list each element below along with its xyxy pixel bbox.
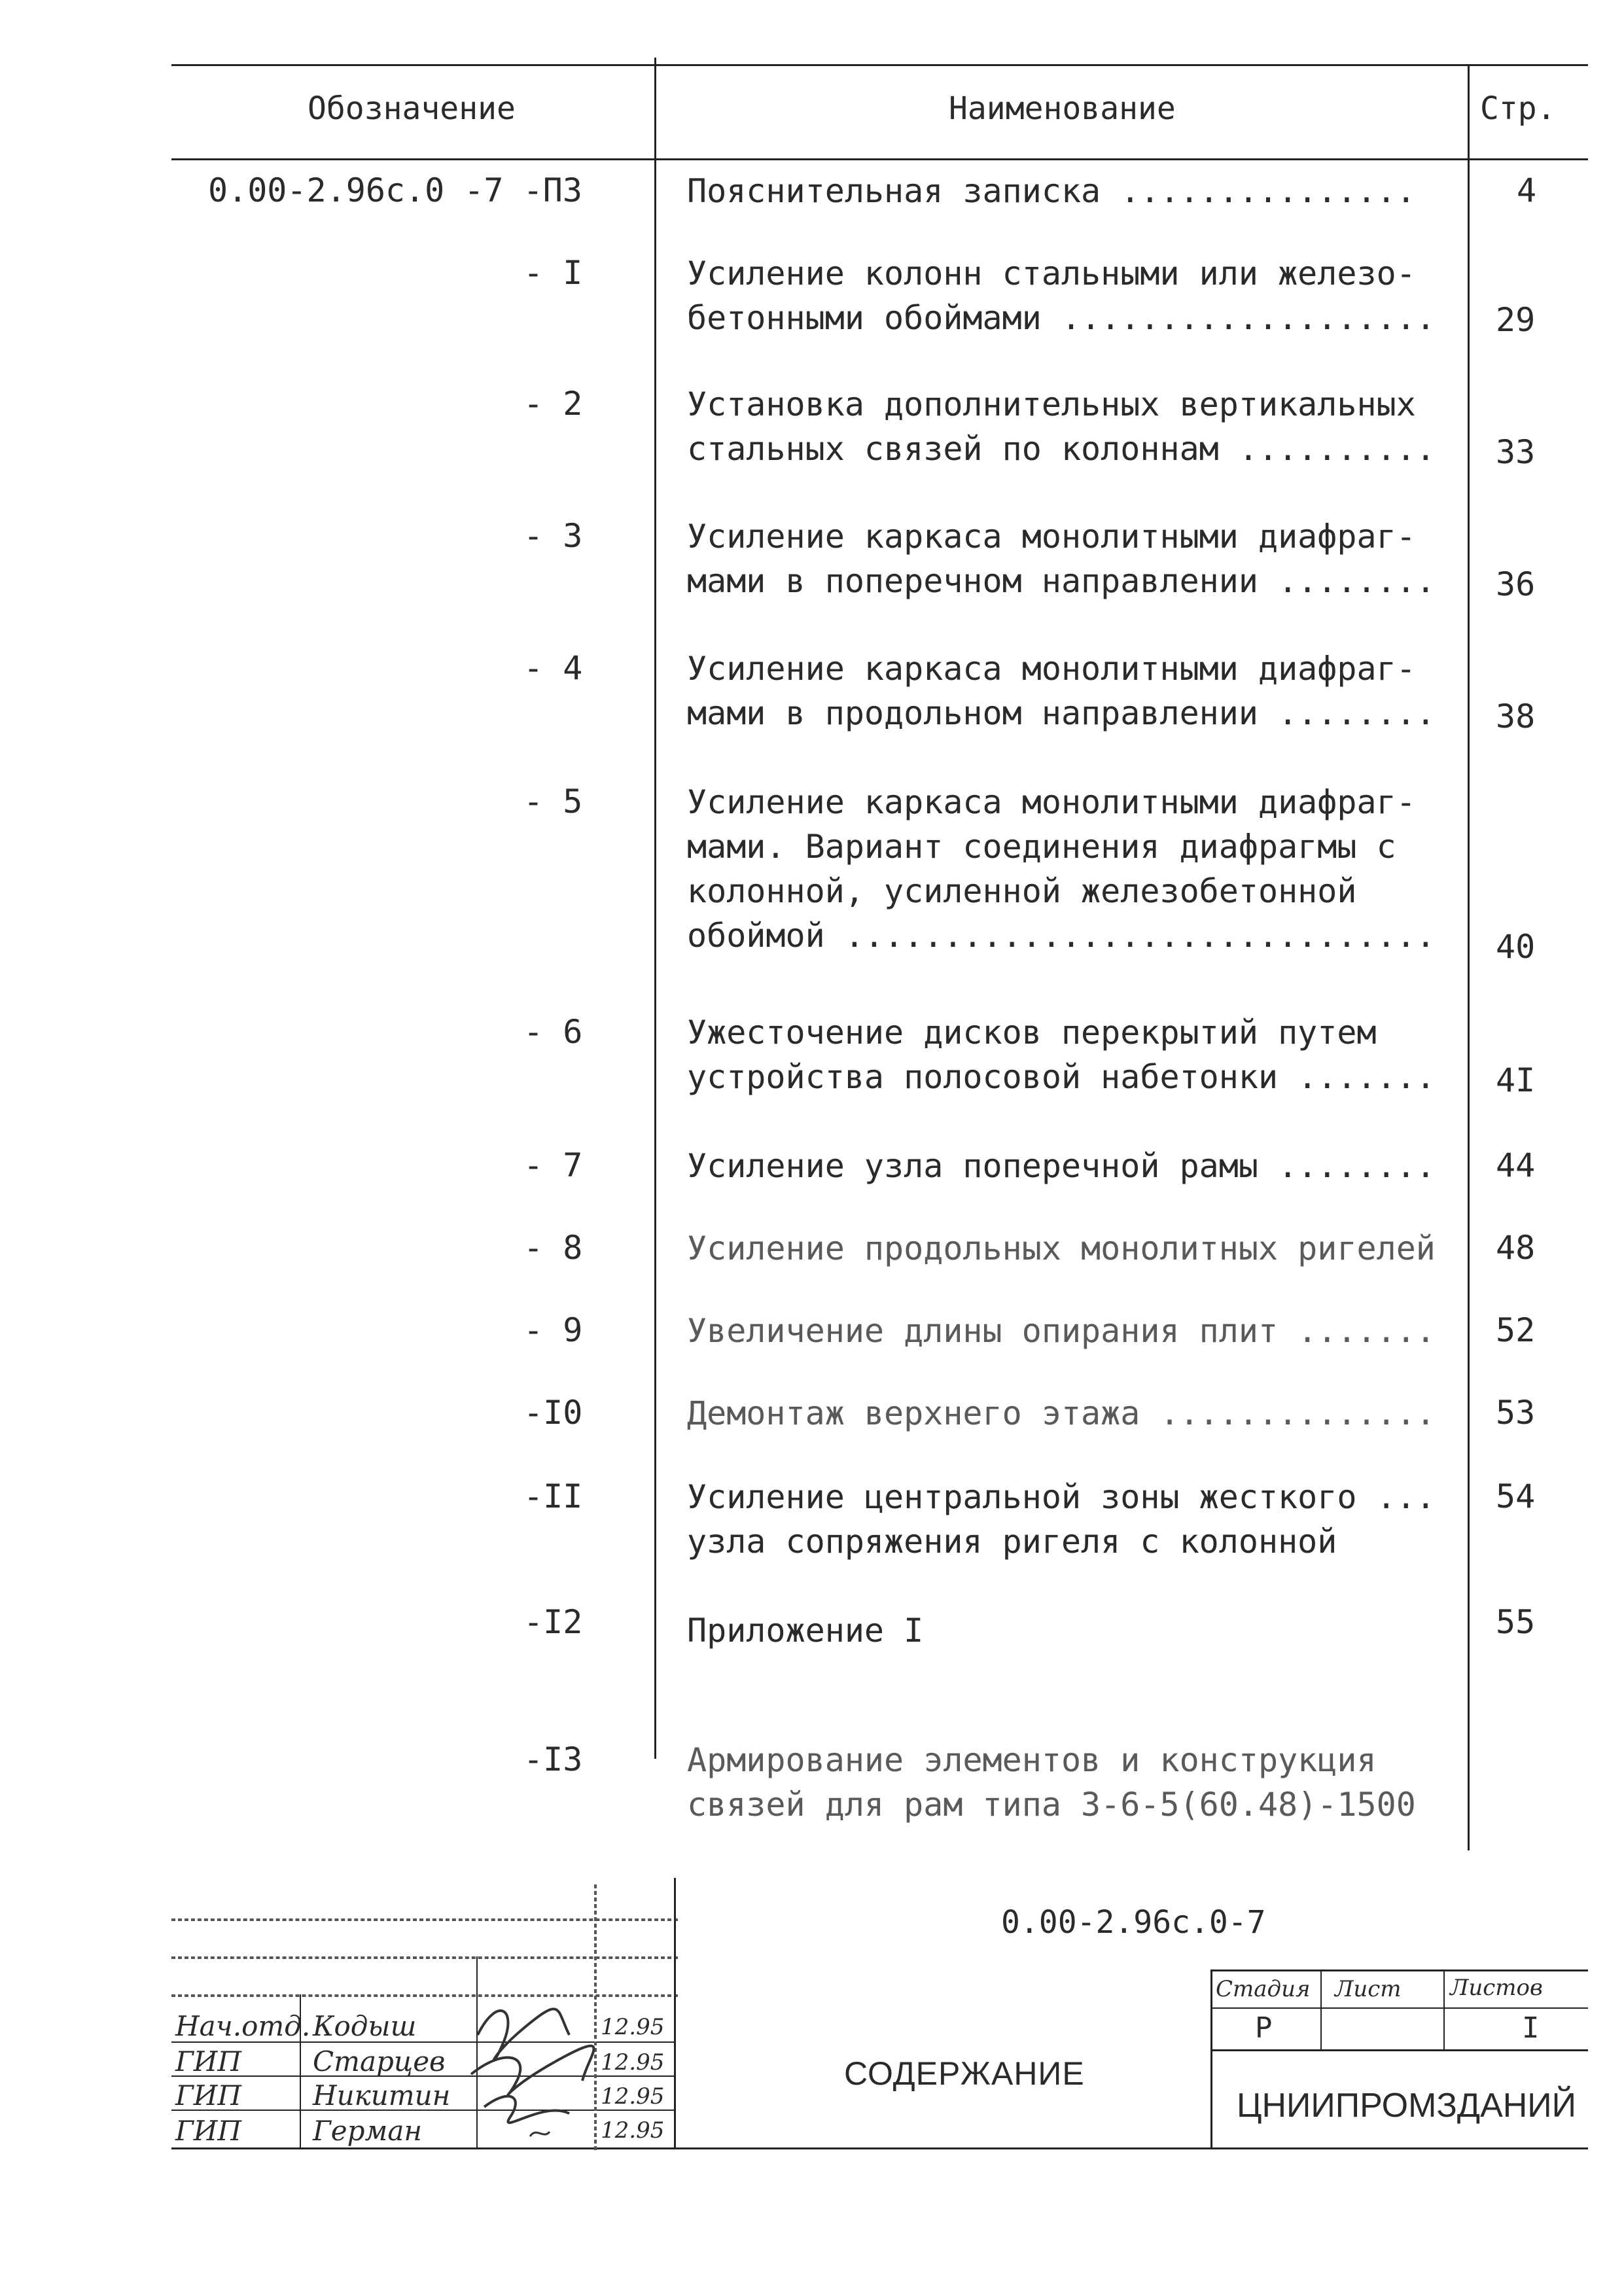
header-designation: Обозначение [308,90,516,127]
row-page: 36 [1496,565,1536,603]
row-name: Пояснительная записка ............... [687,172,1416,210]
doc-code: 0.00-2.96с.0-7 [1001,1904,1266,1941]
sheet-label: Лист [1335,1976,1402,2002]
row-name: Ужесточение дисков перекрытий путем устройства полосовой набетонки ....... [687,1014,1436,1096]
organization: ЦНИИПРОМЗДАНИЙ [1237,2087,1577,2125]
row-code: - 7 [523,1146,583,1184]
row-page: 53 [1496,1394,1536,1432]
handwritten-signatures [458,1983,602,2146]
header-bottom-line [171,158,1588,160]
sign-date: 12.95 [601,2049,665,2075]
stamp-line [1210,1969,1588,1971]
sign-date: 12.95 [601,2014,665,2040]
row-page: 55 [1496,1603,1536,1641]
stamp-bottom-line [171,2147,1588,2149]
row-code: - 5 [523,783,583,821]
row-code: 0.00-2.96с.0 -7 -ПЗ [208,171,582,209]
row-code: - 3 [523,517,583,555]
row-name: Установка дополнительных вертикальных стальных связей по колоннам .......... [687,385,1436,468]
signer-role: ГИП [175,2045,242,2077]
row-name: Демонтаж верхнего этажа .............. [687,1394,1436,1432]
row-code: - 8 [523,1229,583,1267]
signer-name: Старцев [313,2045,446,2077]
doc-title: СОДЕРЖАНИЕ [844,2055,1085,2092]
column-divider-1 [654,58,656,1759]
row-page: 4 [1517,171,1537,209]
signer-role: ГИП [175,2115,242,2147]
row-code: -II [523,1477,583,1515]
row-page: 4I [1496,1061,1536,1099]
signer-name: Никитин [313,2079,451,2111]
row-name: Усиление колонн стальными или железо- бетонными обоймами ................... [687,255,1436,337]
stamp-divider [674,1878,676,2147]
signer-role: Нач.отд. [175,2010,311,2042]
stamp-line [171,1918,678,1921]
row-code: -I0 [523,1394,583,1432]
signer-name: Герман [313,2115,423,2147]
row-name: Усиление узла поперечной рамы ........ [687,1147,1436,1185]
header-page: Стр. [1480,90,1556,127]
sheets-value: I [1522,2011,1540,2045]
header-name: Наименование [949,90,1176,127]
stage-label: Стадия [1216,1976,1311,2002]
sign-date: 12.95 [601,2117,665,2144]
signer-role: ГИП [175,2079,242,2111]
column-divider-2 [1468,64,1470,1850]
row-name: Усиление каркаса монолитными диафраг- мами в продольном направлении ........ [687,650,1436,732]
stamp-divider [1320,1969,1322,2049]
row-page: 38 [1496,698,1536,735]
row-page: 40 [1496,928,1536,966]
stamp-line [1210,2007,1588,2009]
stamp-divider [1210,1969,1212,2147]
row-page: 44 [1496,1146,1536,1184]
row-code: - 9 [523,1311,583,1349]
row-code: -I2 [523,1603,583,1641]
header-top-line [171,64,1588,66]
row-page: 29 [1496,301,1536,339]
row-code: - 2 [523,385,583,423]
row-name: Армирование элементов и конструкция связей для рам типа 3-6-5(60.48)-1500 [687,1741,1416,1824]
row-page: 48 [1496,1229,1536,1267]
row-code: - 6 [523,1013,583,1051]
row-name: Усиление продольных монолитных ригелей [687,1229,1436,1267]
stamp-divider [1443,1969,1445,2049]
sign-date: 12.95 [601,2083,665,2110]
row-page: 54 [1496,1477,1536,1515]
row-name: Усиление каркаса монолитными диафраг- мами в поперечном направлении ........ [687,518,1436,600]
sheets-label: Листов [1450,1975,1543,2001]
row-page: 33 [1496,433,1536,471]
row-code: - 4 [523,649,583,687]
row-name: Приложение I [687,1612,924,1650]
row-code: -I3 [523,1740,583,1778]
stage-value: Р [1255,2011,1273,2045]
row-name: Усиление центральной зоны жесткого ... узла сопряжения ригеля с колонной [687,1478,1436,1561]
row-name: Увеличение длины опирания плит ....... [687,1312,1436,1350]
row-page: 52 [1496,1311,1536,1349]
signer-name: Кодыш [313,2010,417,2042]
stamp-line [1210,2049,1588,2051]
row-name: Усиление каркаса монолитными диафраг- мами. Вариант соединения диафрагмы с колонной, усиленной железобетонной обоймой .............................. [687,783,1436,955]
stamp-line [171,1956,678,1959]
row-code: - I [523,254,583,292]
